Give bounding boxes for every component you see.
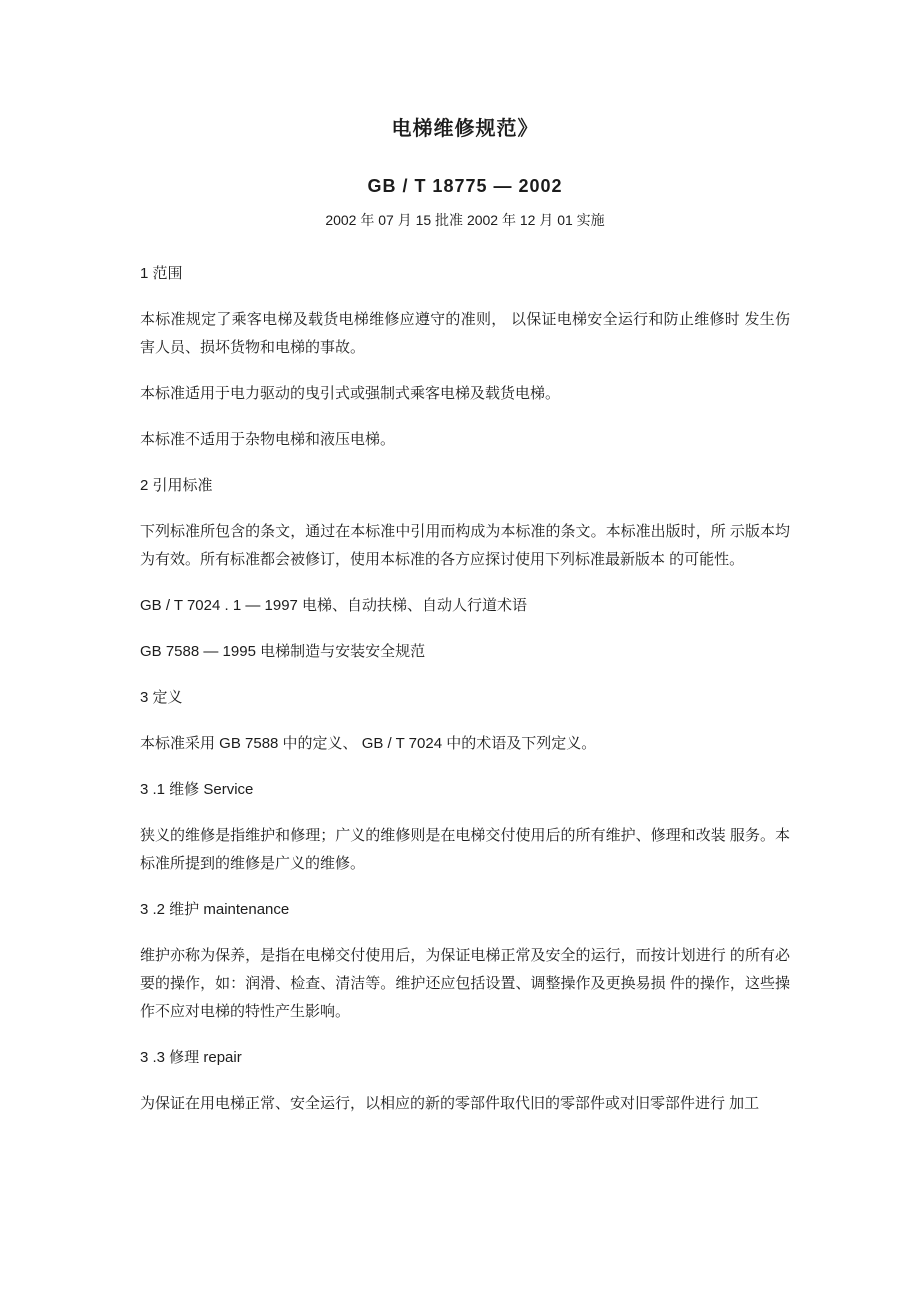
section-1-paragraph-2: 本标准适用于电力驱动的曳引式或强制式乘客电梯及载货电梯。	[140, 385, 561, 402]
reference-gbt-7024: GB / T 7024 . 1 — 1997 电梯、自动扶梯、自动人行道术语	[140, 597, 528, 614]
approval-date-line: 2002 年 07 月 15 批准 2002 年 12 月 01 实施	[325, 212, 605, 228]
definition-3-1-heading: 3 .1 维修 Service	[140, 781, 254, 798]
section-2-heading: 2 引用标准	[140, 477, 213, 494]
definition-3-1-paragraph: 狭义的维修是指维护和修理；广义的维修则是在电梯交付使用后的所有维护、修理和改装 服务。本标准所提到的维修是广义的维修。	[140, 827, 790, 872]
section-3-heading: 3 定义	[140, 689, 183, 706]
definition-3-3-heading: 3 .3 修理 repair	[140, 1049, 242, 1066]
definition-3-2-paragraph: 维护亦称为保养，是指在电梯交付使用后，为保证电梯正常及安全的运行，而按计划进行 的所有必要的操作，如：润滑、检查、清洁等。维护还应包括设置、调整操作及更换易损 件的操作，这些操作不应对电梯的特性产生影响。	[140, 947, 790, 1020]
section-3-paragraph-1: 本标准采用 GB 7588 中的定义、 GB / T 7024 中的术语及下列定义。	[140, 735, 597, 752]
section-2-paragraph-1: 下列标准所包含的条文，通过在本标准中引用而构成为本标准的条文。本标准出版时，所 示版本均为有效。所有标准都会被修订，使用本标准的各方应探讨使用下列标准最新版本 的可能性。	[140, 523, 790, 568]
section-1-paragraph-3: 本标准不适用于杂物电梯和液压电梯。	[140, 431, 396, 448]
section-1-paragraph-1: 本标准规定了乘客电梯及载货电梯维修应遵守的准则， 以保证电梯安全运行和防止维修时 发生伤害人员、损坏货物和电梯的事故。	[140, 311, 790, 356]
reference-gb-7588: GB 7588 — 1995 电梯制造与安装安全规范	[140, 643, 426, 660]
definition-3-2-heading: 3 .2 维护 maintenance	[140, 901, 290, 918]
standard-number: GB / T 18775 — 2002	[367, 176, 563, 196]
definition-3-3-paragraph: 为保证在用电梯正常、安全运行，以相应的新的零部件取代旧的零部件或对旧零部件进行 加工	[140, 1095, 760, 1112]
section-1-heading: 1 范围	[140, 265, 183, 282]
document-title: 电梯维修规范》	[391, 118, 539, 140]
